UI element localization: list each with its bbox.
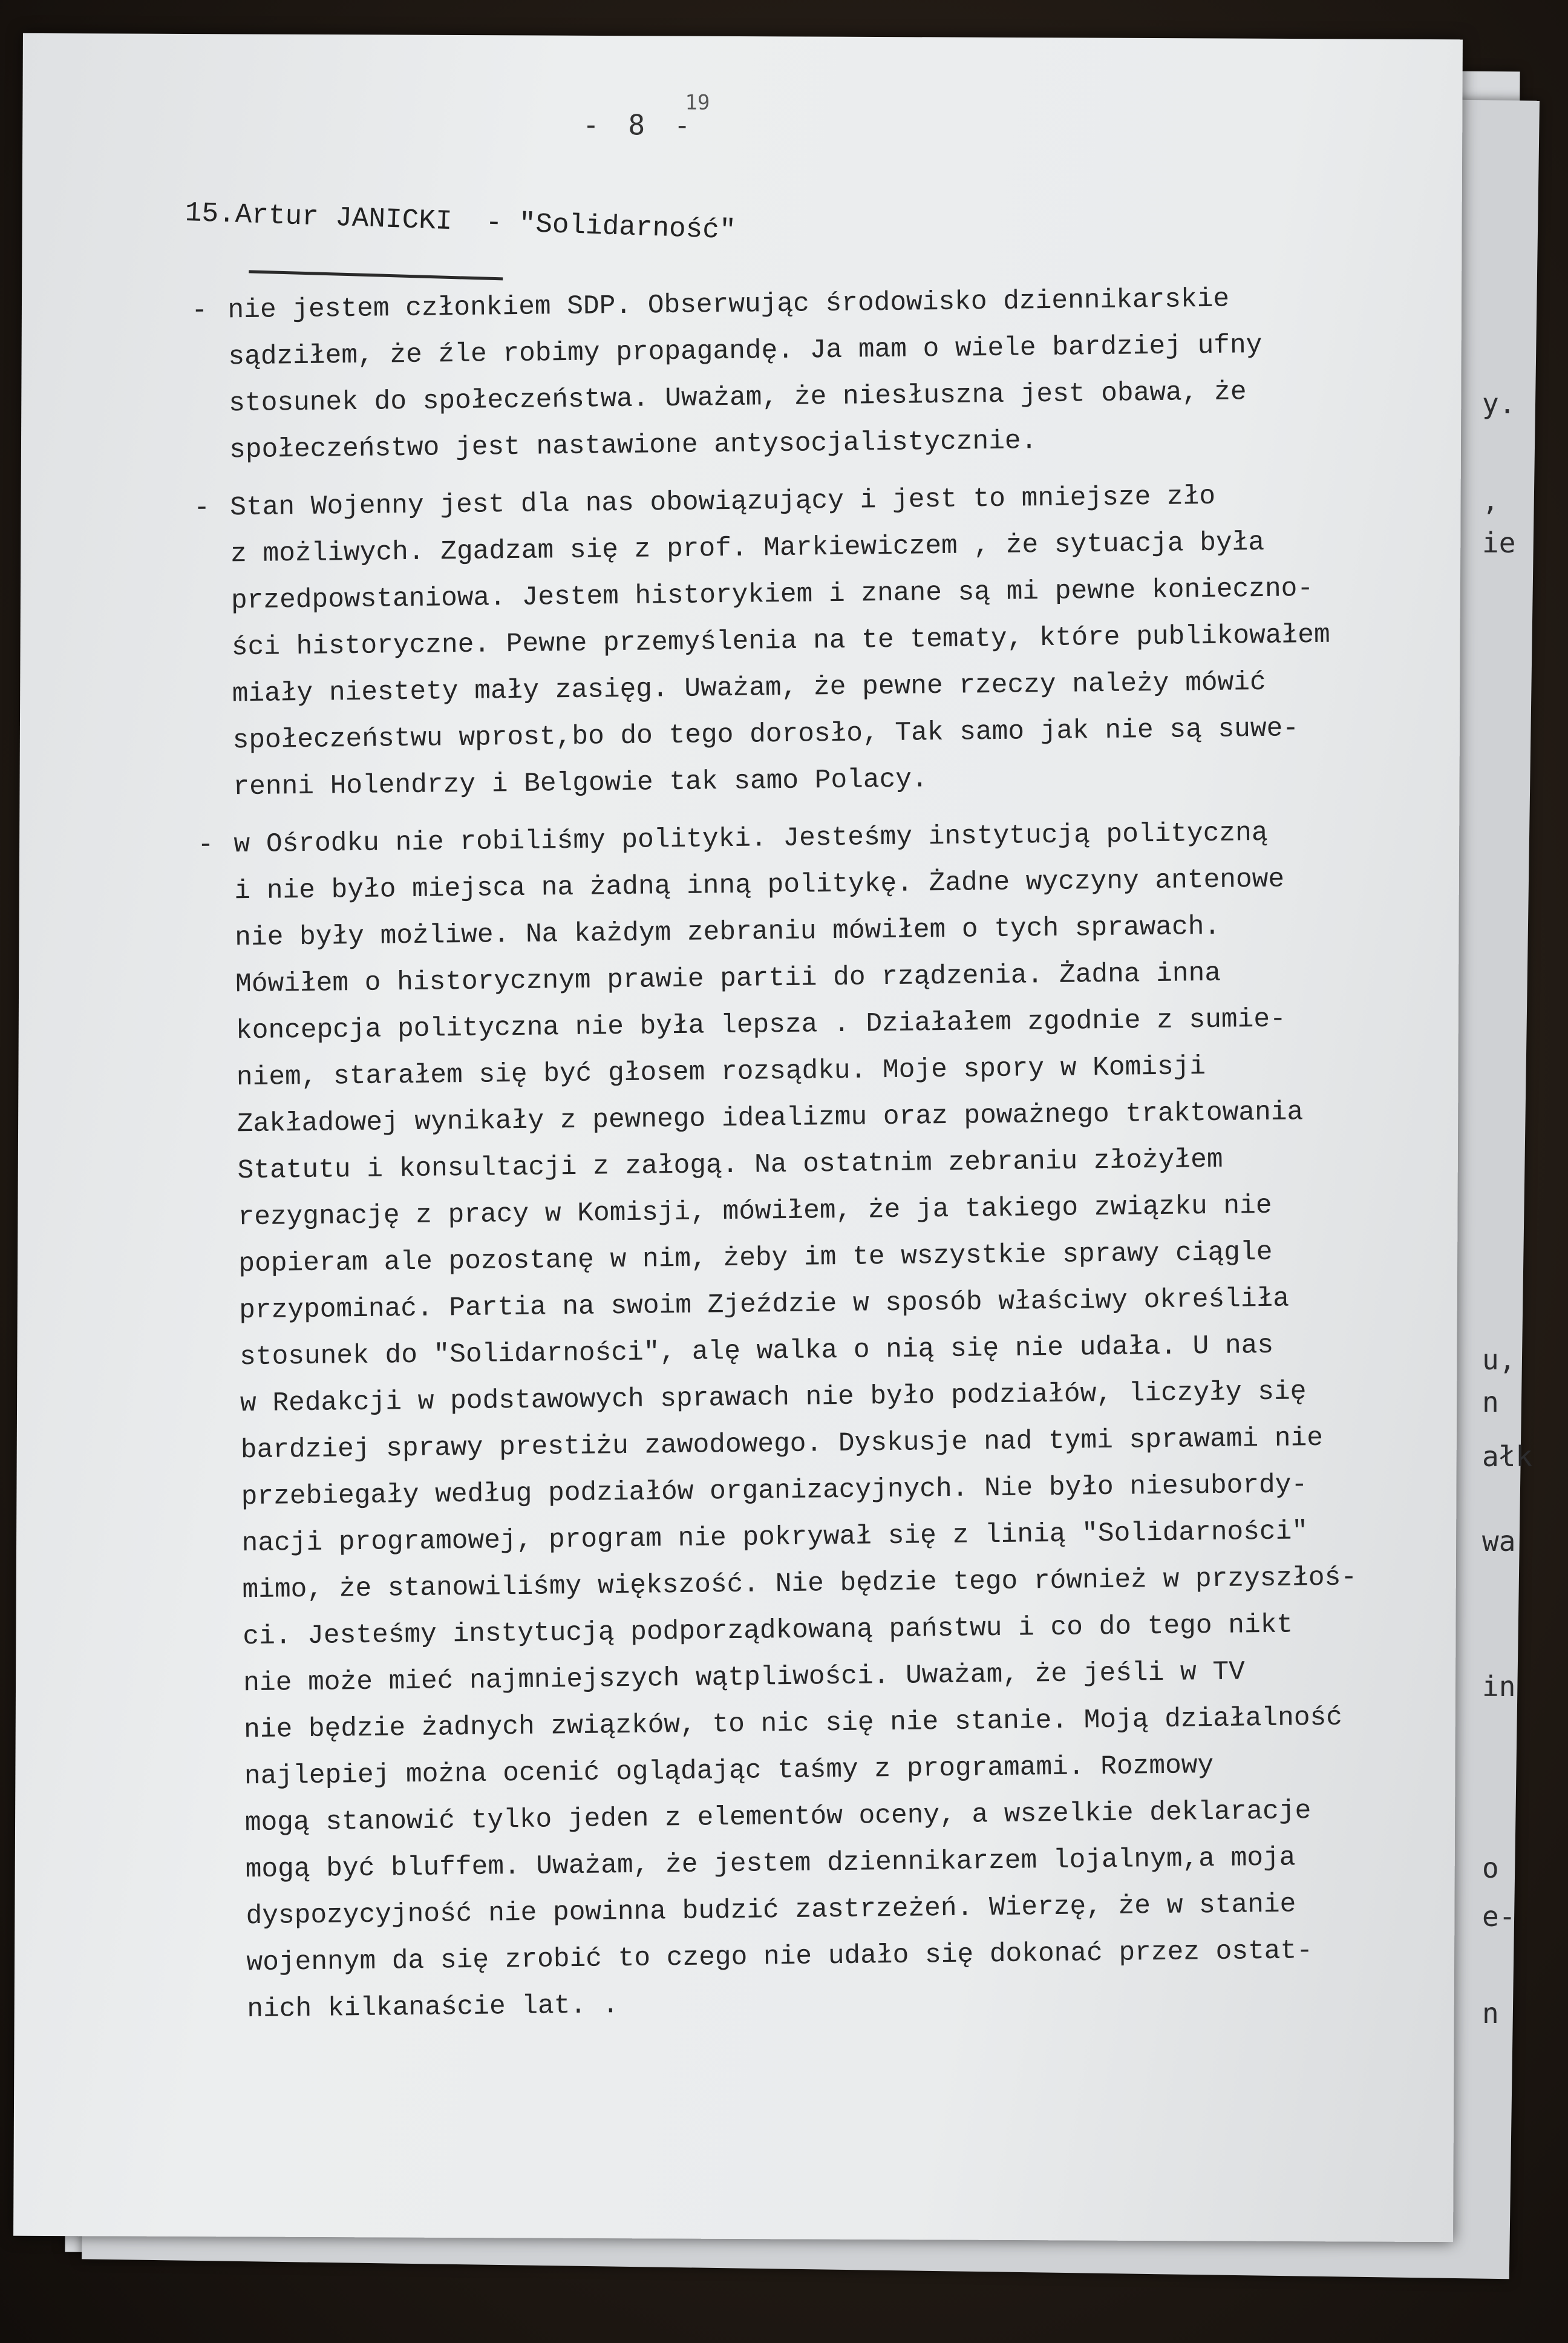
paragraph: [194, 471, 1498, 811]
text-line: nich kilkanaście lat. .: [247, 1990, 619, 2025]
text-line: Stan Wojenny jest dla nas obowiązujący i jest to mniejsze zło: [229, 481, 1216, 523]
edge-fragment: ie: [1482, 526, 1516, 559]
text-line: nie jestem członkiem SDP. Obserwując środowisko dziennikarskie: [227, 284, 1230, 326]
text-line: dyspozycyjność nie powinna budzić zastrzeżeń. Wierzę, że w stanie: [246, 1889, 1296, 1932]
text-line: Mówiłem o historycznym prawie partii do rządzenia. Żadna inna: [235, 958, 1221, 1000]
text-line: i nie było miejsca na żadną inną politykę. Żadne wyczyny antenowe: [234, 864, 1285, 907]
edge-fragment: ałk: [1482, 1440, 1533, 1473]
edge-fragment: wa: [1482, 1525, 1516, 1558]
paragraph-dash: -: [197, 830, 214, 860]
text-line: najlepiej można ocenić oglądając taśmy z programami. Rozmowy: [244, 1751, 1214, 1792]
text-line: popieram ale pozostanę w nim, żeby im te wszystkie sprawy ciągle: [238, 1237, 1273, 1280]
heading-underline: [249, 270, 503, 280]
text-line: ci. Jesteśmy instytucją podporządkowaną państwu i co do tego nikt: [243, 1610, 1293, 1653]
text-line: społeczeństwo jest nastawione antysocjalistycznie.: [229, 426, 1037, 466]
text-line: przedpowstaniowa. Jestem historykiem i znane są mi pewne konieczno-: [230, 574, 1314, 617]
page-number: - 8 -: [582, 108, 697, 142]
edge-fragment: u,: [1482, 1343, 1516, 1376]
heading-name: Artur JANICKI: [234, 198, 453, 238]
edge-fragment: n: [1482, 1997, 1499, 2030]
text-line: stosunek do "Solidarności", alę walka o nią się nie udała. U nas: [239, 1330, 1274, 1373]
text-line: nie może mieć najmniejszych wątpliwości. Uważam, że jeśli w TV: [243, 1657, 1246, 1699]
heading-affiliation: - "Solidarność": [485, 207, 737, 247]
text-line: wojennym da się zrobić to czego nie udało się dokonać przez ostat-: [246, 1936, 1313, 1979]
heading-number: 15.: [185, 197, 236, 231]
text-line: nie były możliwe. Na każdym zebraniu mówiłem o tych sprawach.: [235, 911, 1221, 954]
text-line: w Ośrodku nie robiliśmy polityki. Jesteśmy instytucją polityczną: [234, 818, 1268, 860]
paragraph-dash: -: [193, 493, 211, 524]
paragraph-dash: -: [191, 295, 208, 327]
statement-body: [191, 274, 1512, 2045]
text-line: niem, starałem się być głosem rozsądku. Moje spory w Komisji: [236, 1052, 1206, 1093]
text-line: mogą być bluffem. Uważam, że jestem dziennikarzem lojalnym,a moja: [245, 1843, 1296, 1886]
edge-fragment: o: [1482, 1852, 1499, 1884]
text-line: nie będzie żadnych związków, to nic się nie stanie. Moją działalność: [243, 1702, 1343, 1746]
edge-fragment: ,: [1482, 484, 1499, 517]
text-line: społeczeństwu wprost,bo do tego dorosło, Tak samo jak nie są suwe-: [232, 713, 1299, 756]
text-line: Zakładowej wynikały z pewnego idealizmu oraz poważnego traktowania: [237, 1097, 1304, 1140]
edge-fragment: n: [1482, 1386, 1499, 1418]
text-line: mimo, że stanowiliśmy większość. Nie będzie tego również w przyszłoś-: [242, 1562, 1357, 1606]
section-heading: [185, 197, 736, 246]
text-line: miały niestety mały zasięg. Uważam, że pewne rzeczy należy mówić: [232, 667, 1266, 710]
text-line: przypominać. Partia na swoim Zjeździe w sposób właściwy określiła: [239, 1283, 1290, 1326]
crossed-page-number: 19: [685, 90, 710, 115]
paragraph: [197, 808, 1512, 2034]
edge-fragment: y.: [1482, 387, 1516, 420]
text-line: koncepcja polityczna nie była lepsza . Działałem zgodnie z sumie-: [235, 1004, 1287, 1047]
text-line: nacji programowej, program nie pokrywał się z linią "Solidarności": [241, 1516, 1308, 1559]
edge-fragment: e-: [1482, 1900, 1516, 1933]
text-line: bardziej sprawy prestiżu zawodowego. Dyskusje nad tymi sprawami nie: [240, 1423, 1324, 1466]
edge-fragment: in: [1482, 1670, 1516, 1703]
typewritten-page: [13, 33, 1463, 2242]
text-line: przebiegały według podziałów organizacyjnych. Nie było niesubordy-: [241, 1470, 1308, 1513]
text-line: ści historyczne. Pewne przemyślenia na te tematy, które publikowałem: [231, 620, 1330, 663]
paragraph: [191, 274, 1494, 474]
text-line: renni Holendrzy i Belgowie tak samo Polacy.: [233, 764, 928, 803]
text-line: mogą stanowić tylko jeden z elementów oceny, a wszelkie deklaracje: [244, 1796, 1312, 1839]
text-line: Statutu i konsultacji z załogą. Na ostatnim zebraniu złożyłem: [237, 1144, 1223, 1187]
text-line: stosunek do społeczeństwa. Uważam, że niesłuszna jest obawa, że: [229, 377, 1247, 419]
text-line: sądziłem, że źle robimy propagandę. Ja mam o wiele bardziej ufny: [228, 330, 1263, 373]
text-line: w Redakcji w podstawowych sprawach nie było podziałów, liczyły się: [240, 1377, 1307, 1420]
text-line: z możliwych. Zgadzam się z prof. Markiewiczem , że sytuacja była: [230, 527, 1265, 570]
text-line: rezygnację z pracy w Komisji, mówiłem, że ja takiego związku nie: [238, 1190, 1272, 1233]
